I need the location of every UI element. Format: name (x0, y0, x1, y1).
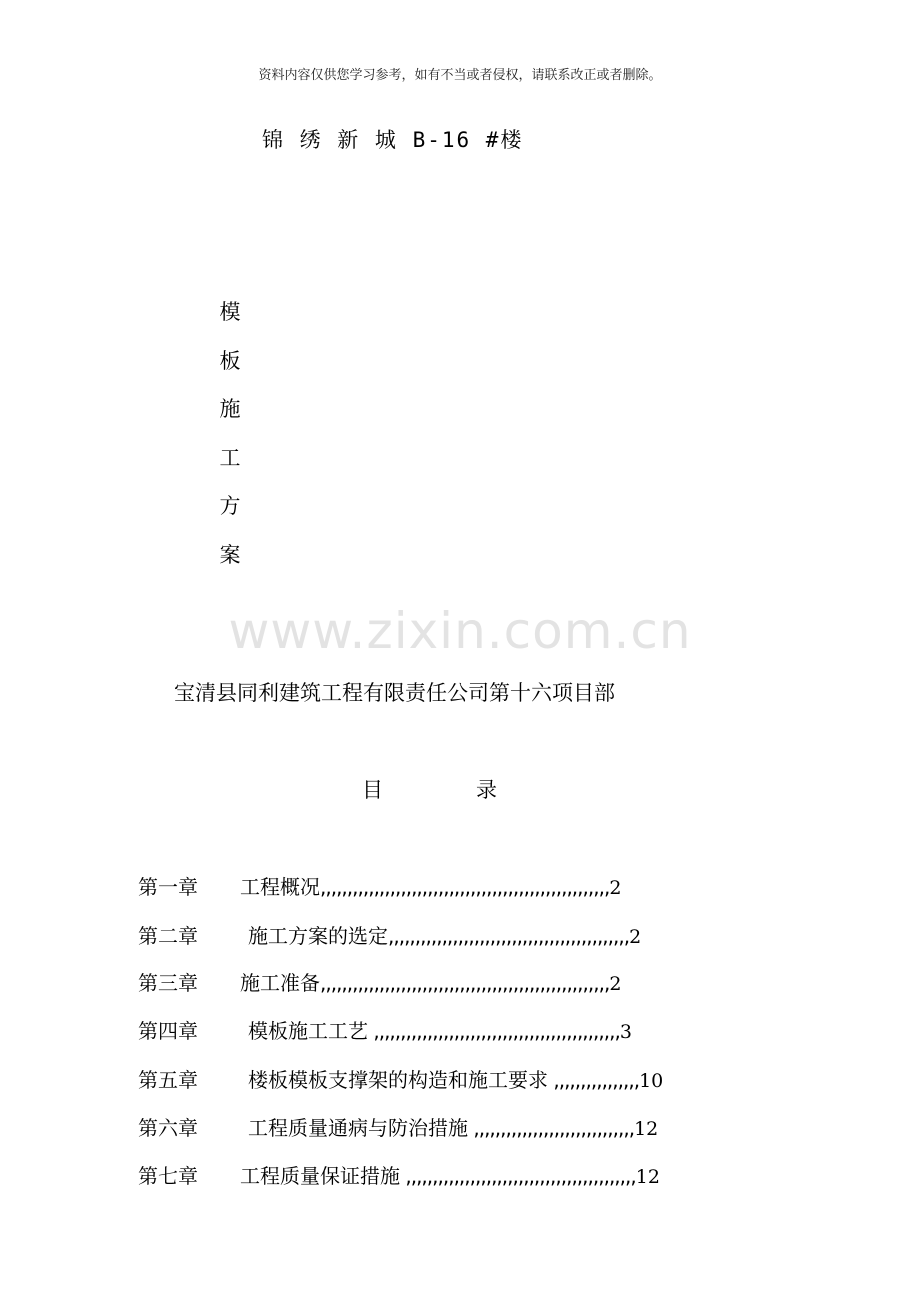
title-char: 施 (219, 397, 241, 421)
toc-leader-dots: ,,,,,,,,,,,,,,,,,,,,,,,,,,,,,,,,,,,,,,,,,,,,,,,,,,,,,, (320, 875, 610, 899)
toc-entry-line (248, 920, 641, 949)
toc-chapter: 第五章 (138, 1068, 198, 1092)
toc-entry-line (240, 1160, 660, 1189)
toc-entry-line (240, 871, 621, 900)
toc-title: 工程质量通病与防治措施 (248, 1116, 468, 1140)
toc-entry-line (240, 967, 621, 996)
toc-chapter: 第七章 (138, 1164, 198, 1188)
title-char: 案 (219, 542, 241, 567)
toc-leader-dots: ,,,,,,,,,,,,,,,,,,,,,,,,,,,,,,,,,,,,,,,,,,,,,, (368, 1019, 620, 1043)
title-char: 板 (219, 348, 241, 373)
toc-chapter: 第六章 (138, 1116, 198, 1140)
toc-entry-line (248, 1015, 632, 1044)
toc-page-number: 3 (619, 1021, 632, 1043)
toc-chapter: 第一章 (138, 875, 198, 899)
toc-heading-left: 目 (362, 778, 383, 802)
toc-page-number: 2 (609, 877, 622, 899)
toc-chapter: 第二章 (138, 924, 198, 948)
toc-leader-dots: ,,,,,,,,,,,,,,,,,,,,,,,,,,,,,, (468, 1116, 635, 1140)
project-title: 锦 绣 新 城 B-16 #楼 (262, 128, 524, 152)
toc-entry-line (248, 1064, 663, 1093)
title-char: 工 (219, 445, 241, 470)
toc-page-number: 12 (634, 1118, 659, 1140)
toc-leader-dots: ,,,,,,,,,,,,,,,, (548, 1068, 640, 1092)
toc-title: 楼板模板支撑架的构造和施工要求 (248, 1068, 548, 1092)
watermark: www.zixin.com.cn (228, 602, 692, 660)
toc-title: 施工准备 (240, 971, 320, 995)
toc-title: 工程概况 (240, 875, 320, 899)
title-char: 模 (219, 300, 241, 324)
toc-page-number: 2 (629, 926, 642, 948)
disclaimer-note: 资料内容仅供您学习参考，如有不当或者侵权，请联系改正或者删除。 (258, 68, 662, 83)
toc-page-number: 12 (635, 1166, 660, 1188)
toc-leader-dots: ,,,,,,,,,,,,,,,,,,,,,,,,,,,,,,,,,,,,,,,,,,,,, (388, 924, 630, 948)
document-title-vertical (216, 288, 244, 579)
toc-page-number: 10 (639, 1070, 664, 1092)
toc-heading-right: 录 (476, 778, 497, 802)
toc-chapter: 第四章 (138, 1019, 198, 1043)
title-char: 方 (219, 494, 241, 518)
toc-title: 模板施工工艺 (248, 1019, 368, 1043)
toc-leader-dots: ,,,,,,,,,,,,,,,,,,,,,,,,,,,,,,,,,,,,,,,,,,, (400, 1164, 636, 1188)
toc-chapter: 第三章 (138, 971, 198, 995)
toc-title: 施工方案的选定 (248, 924, 388, 948)
company-name: 宝清县同利建筑工程有限责任公司第十六项目部 (174, 681, 615, 705)
toc-leader-dots: ,,,,,,,,,,,,,,,,,,,,,,,,,,,,,,,,,,,,,,,,,,,,,,,,,,,,,, (320, 971, 610, 995)
toc-title: 工程质量保证措施 (240, 1164, 400, 1188)
toc-page-number: 2 (609, 973, 622, 995)
toc-entry-line (248, 1112, 658, 1141)
